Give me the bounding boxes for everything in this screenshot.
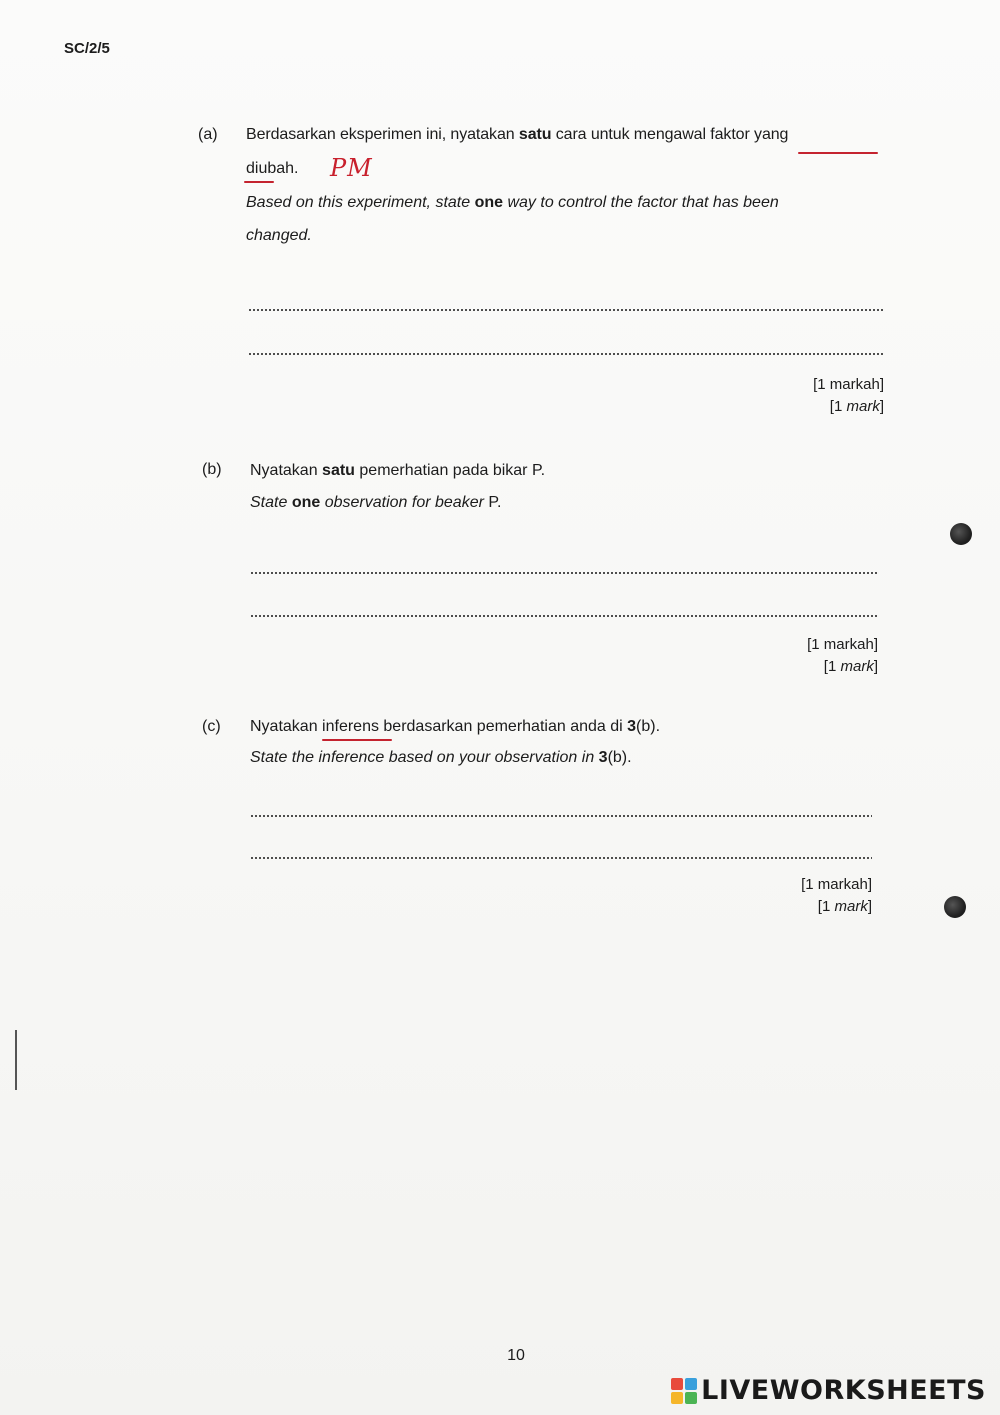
question-a-english-line1 [246,194,779,212]
qa-english-pre: Based on this experiment, state [246,194,475,211]
question-c-label: (c) [202,718,221,735]
question-a-label: (a) [198,126,218,143]
question-b-english: State one observation for beaker P. [250,494,502,511]
marks-a [813,374,884,418]
question-a-malay-line1 [246,126,788,144]
marks-c [801,874,872,918]
punch-hole-icon [950,523,972,545]
answer-line-c1[interactable] [250,815,872,817]
question-b-malay: Nyatakan satu pemerhatian pada bikar P. [250,462,546,479]
qa-malay-post: cara untuk mengawal faktor yang [551,126,789,143]
answer-line-b2[interactable] [250,615,878,617]
scan-edge-mark [15,1030,17,1090]
liveworksheets-logo [671,1375,986,1406]
qa-english-post: way to control the factor that has been [503,194,779,211]
marks-b-ms: [1 markah] [807,636,878,653]
marks-a-ms: [1 markah] [813,376,884,393]
question-a-malay-line2: diubah. [246,160,299,177]
answer-line-c2[interactable] [250,857,872,859]
qa-malay-pre: Berdasarkan eksperimen ini, nyatakan [246,126,519,143]
marks-c-ms: [1 markah] [801,876,872,893]
liveworksheets-logo-icon [671,1378,697,1404]
red-underline-diubah [244,181,274,183]
paper-code: SC/2/5 [64,40,110,57]
answer-line-a1[interactable] [248,309,884,311]
question-c-malay: Nyatakan inferens berdasarkan pemerhatian anda di 3(b). [250,718,661,735]
marks-b-en: [1 mark] [823,658,878,675]
question-a-english-line2: changed. [246,227,312,244]
qa-english-bold: one [474,194,504,211]
page-number: 10 [507,1347,525,1364]
marks-c-en: [1 mark] [817,898,872,915]
marks-b [807,634,878,678]
qa-malay-bold: satu [518,126,552,143]
liveworksheets-brand: LIVEWORKSHEETS [701,1375,986,1406]
marks-a-en: [1 mark] [829,398,884,415]
answer-line-a2[interactable] [248,353,884,355]
answer-line-b1[interactable] [250,572,878,574]
red-underline-inferens [322,739,392,741]
punch-hole-icon [944,896,966,918]
red-underline-faktor [798,152,878,154]
question-b-label: (b) [202,461,222,478]
question-c-english: State the inference based on your observation in 3(b). [250,749,632,766]
teacher-annotation: PM [330,154,373,182]
